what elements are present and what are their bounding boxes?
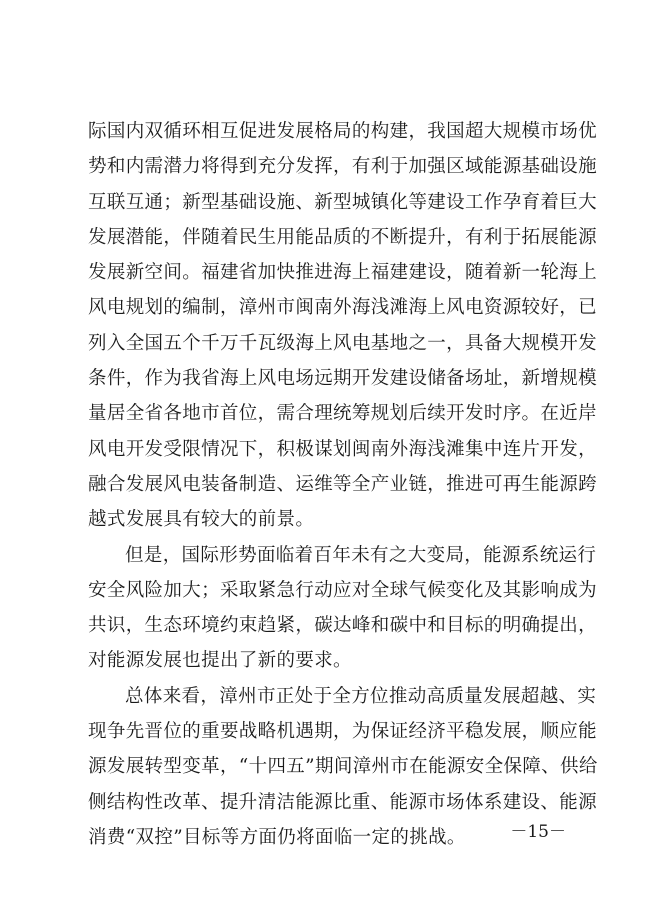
paragraph-1-line: 发展潜能，伴随着民生用能品质的不断提升，有利于拓展能源 — [88, 226, 597, 248]
body-text — [88, 114, 598, 855]
paragraph-1-line: 际国内双循环相互促进发展格局的构建，我国超大规模市场优 — [88, 121, 597, 142]
paragraph-1-line: 条件，作为我省海上风电场远期开发建设储备场址，新增规模 — [88, 368, 597, 390]
paragraph-1-line: 量居全省各地市首位，需合理统筹规划后续开发时序。在近岸 — [88, 403, 597, 425]
paragraph-3-line: 侧结构性改革、提升清洁能源比重、能源市场体系建设、能源 — [88, 791, 597, 813]
paragraph-3-line: 总体来看，漳州市正处于全方位推动高质量发展超越、实 — [125, 685, 597, 707]
paragraph-3-line: 消费“双控”目标等方面仍将面临一定的挑战。 — [88, 826, 466, 848]
paragraph-3-line: 源发展转型变革，“十四五”期间漳州市在能源安全保障、供给 — [88, 756, 598, 778]
paragraph-1-line: 融合发展风电装备制造、运维等全产业链，推进可再生能源跨 — [88, 473, 597, 495]
paragraph-2-line: 共识，生态环境约束趋紧，碳达峰和碳中和目标的明确提出， — [88, 615, 597, 637]
paragraph-1-line: 越式发展具有较大的前景。 — [88, 509, 315, 531]
paragraph-1-line: 风电开发受限情况下，积极谋划闽南外海浅滩集中连片开发， — [88, 438, 597, 460]
paragraph-1-line: 互联互通；新型基础设施、新型城镇化等建设工作孕育着巨大 — [88, 191, 597, 213]
paragraph-2-line: 但是，国际形势面临着百年未有之大变局，能源系统运行 — [125, 544, 597, 566]
paragraph-2-line: 对能源发展也提出了新的要求。 — [88, 650, 352, 672]
paragraph-2-line: 安全风险加大；采取紧急行动应对全球气候变化及其影响成为 — [88, 579, 597, 601]
paragraph-1-line: 风电规划的编制，漳州市闽南外海浅滩海上风电资源较好，已 — [88, 297, 597, 319]
paragraph-1-line: 列入全国五个千万千瓦级海上风电基地之一，具备大规模开发 — [88, 332, 597, 354]
paragraph-1-line: 发展新空间。福建省加快推进海上福建建设，随着新一轮海上 — [88, 262, 597, 284]
page-number: －15－ — [510, 822, 566, 842]
paragraph-3-line: 现争先晋位的重要战略机遇期，为保证经济平稳发展，顺应能 — [88, 721, 597, 743]
paragraph-1-line: 势和内需潜力将得到充分发挥，有利于加强区域能源基础设施 — [88, 156, 597, 178]
